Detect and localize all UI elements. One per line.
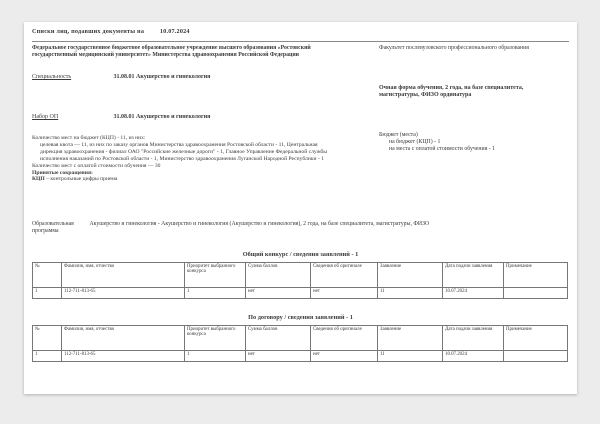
cell: нет	[311, 351, 378, 362]
program-value: Акушерство и гинекология - Акушерство и гинекология (Акушерство и гинекология), 2 года, на базе специалитета, магистратуры, ФИЗО	[89, 221, 430, 227]
header-cell: Приоритет выбранного конкурса	[185, 326, 246, 351]
header-cell: Приоритет выбранного конкурса	[185, 263, 246, 288]
quota-title: Бюджет (места)	[379, 132, 418, 138]
cell: 1	[33, 351, 62, 362]
header-cell: Примечание	[504, 263, 568, 288]
applicants-table-contract	[32, 325, 568, 362]
specialty-label: Специальность	[32, 74, 72, 80]
cell: 1	[33, 288, 62, 299]
document-page	[24, 22, 577, 394]
detail-line-3: Количество мест с оплатой стоимости обучения — 30	[32, 162, 161, 169]
quota-block	[379, 132, 569, 153]
cell: 11	[378, 351, 443, 362]
admission-details	[32, 135, 328, 183]
table-header-row	[33, 263, 568, 288]
header-cell: №	[33, 326, 62, 351]
header-cell: Сведения об оригинале	[311, 263, 378, 288]
detail-line-1: Количество мест на бюджет (КЦП) - 11, из них:	[32, 135, 146, 141]
table2-caption: По договору / сведения заявлений - 1	[248, 314, 353, 321]
cell: нет	[246, 288, 311, 299]
document-title	[32, 28, 190, 35]
header-cell: Фамилия, имя, отчество	[62, 263, 185, 288]
header-cell: Дата подачи заявления	[443, 263, 504, 288]
header-cell: Примечание	[504, 326, 568, 351]
table1-caption: Общий конкурс / сведения заявлений - 1	[242, 251, 359, 258]
table-header-row	[33, 326, 568, 351]
faculty-note: Факультет послевузовского профессионального образования	[379, 45, 529, 51]
title-date: 10.07.2024	[159, 28, 190, 35]
specialty-value: 31.08.01 Акушерство и гинекология	[113, 74, 211, 80]
table-row	[33, 351, 568, 362]
group-value: 31.08.01 Акушерство и гинекология	[113, 114, 211, 120]
header-cell: Сведения об оригинале	[311, 326, 378, 351]
notes-item: КЦП – контрольные цифры приема	[32, 176, 118, 183]
program-row	[32, 221, 568, 235]
cell	[504, 288, 568, 299]
applicants-table-general	[32, 262, 568, 299]
cell: 10.07.2024	[443, 351, 504, 362]
program-label: Образовательная программа	[32, 221, 74, 234]
header-cell: Фамилия, имя, отчество	[62, 326, 185, 351]
header-cell: Сумма баллов	[246, 326, 311, 351]
header-cell: Заявление	[378, 263, 443, 288]
title-text: Списки лиц, подавших документы на	[32, 28, 145, 35]
cell	[504, 351, 568, 362]
header-cell: Дата подачи заявления	[443, 326, 504, 351]
notes-title: Принятые сокращения:	[32, 169, 93, 176]
detail-line-2: целевая квота — 11, из них по заказу органов Министерства здравоохранения Ростовской области - 11, Центральная дирекция здравоохранения - филиал ОАО "Российские железные дороги" - 1, Главное Управление Федеральной службы исполнения наказаний по Ростовской области - 1, Министерство здравоохранения Луганской Народной Республики - 1	[40, 141, 328, 162]
cell: 1	[185, 351, 246, 362]
cell: 10.07.2024	[443, 288, 504, 299]
cell: 1	[185, 288, 246, 299]
header-cell: Сумма баллов	[246, 263, 311, 288]
specialty-row	[32, 74, 210, 81]
study-form: Очная форма обучения, 2 года, на базе специалитета, магистратуры, ФИЗО ординатура	[379, 85, 524, 99]
quota-line-2: на места с оплатой стоимости обучения - 1	[389, 146, 495, 152]
cell: нет	[311, 288, 378, 299]
header-cell: Заявление	[378, 326, 443, 351]
cell: нет	[246, 351, 311, 362]
quota-line-1: на бюджет (КЦП) - 1	[389, 139, 441, 145]
group-row	[32, 114, 210, 121]
cell: 11	[378, 288, 443, 299]
cell: 112-711-813-65	[62, 351, 185, 362]
university-name: Федеральное государственное бюджетное образовательное учреждение высшего образования «Ростовский государственный медицинский университет» Министерства здравоохранения Российской Федерации	[32, 45, 311, 59]
group-label: Набор ОП	[32, 114, 59, 120]
table-row	[33, 288, 568, 299]
header-divider	[32, 41, 569, 42]
cell: 112-711-813-65	[62, 288, 185, 299]
header-cell: №	[33, 263, 62, 288]
